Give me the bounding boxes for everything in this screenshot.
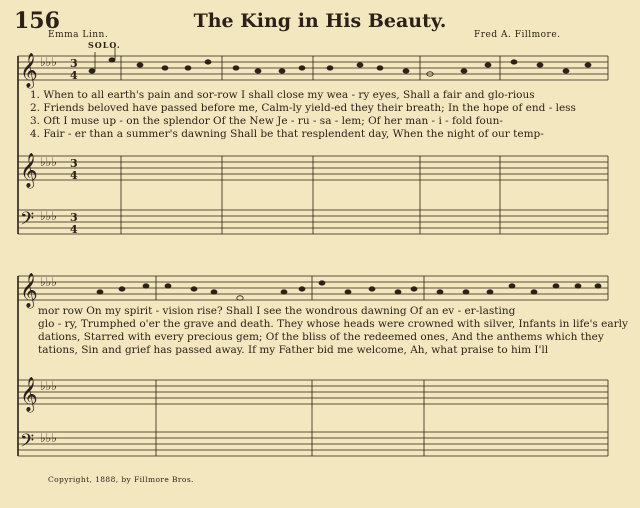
treble-clef-icon: 𝄞 [20, 153, 38, 188]
staff-2-alto [18, 380, 608, 404]
bass-clef-icon: 𝄢 [20, 431, 35, 456]
verse-line-3-cont: dations, Starred with every precious gem; Of the bliss of the redeemed ones, And the anthems which they [38, 331, 604, 343]
treble-clef-icon: 𝄞 [20, 53, 38, 88]
treble-clef-icon: 𝄞 [20, 377, 38, 412]
composer-credit: Fred A. Fillmore. [474, 30, 561, 40]
verse-line-4: 4. Fair - er than a summer's dawning Shall be that resplendent day, When the night of our temp- [30, 128, 544, 140]
key-flats-icon: ♭♭♭ [40, 155, 57, 169]
key-flats-icon: ♭♭♭ [40, 209, 57, 223]
staff-2-treble [18, 276, 608, 300]
time-signature-top: 3 [70, 57, 78, 70]
verse-line-1-cont: mor row On my spirit - vision rise? Shall I see the wondrous dawning Of an ev - er-lasting [38, 305, 516, 317]
verse-line-1: 1. When to all earth's pain and sor-row I shall close my wea - ry eyes, Shall a fair and glo-rious [30, 89, 535, 101]
key-flats-icon: ♭♭♭ [40, 55, 57, 69]
treble-clef-icon: 𝄞 [20, 273, 38, 308]
verse-line-2: 2. Friends beloved have passed before me, Calm-ly yield-ed they their breath; In the hope of end - less [30, 102, 576, 114]
key-flats-icon: ♭♭♭ [40, 275, 57, 289]
verse-line-2-cont: glo - ry, Trumphed o'er the grave and death. They whose heads were crowned with silver, Infants in life's early [38, 318, 628, 330]
key-flats-icon: ♭♭♭ [40, 431, 57, 445]
page-number: 156 [14, 8, 60, 34]
time-signature-bottom: 4 [70, 223, 78, 236]
staff-2-bass [18, 432, 608, 456]
solo-marking: SOLO. [88, 40, 121, 50]
bass-clef-icon: 𝄢 [20, 209, 35, 234]
verse-line-4-cont: tations, Sin and grief has passed away. If my Father bid me welcome, Ah, what praise to him I'll [38, 344, 549, 356]
time-signature-top: 3 [70, 157, 78, 170]
verse-line-3: 3. Oft I muse up - on the splendor Of the New Je - ru - sa - lem; Of her man - i - fold foun- [30, 115, 503, 127]
lyricist-credit: Emma Linn. [48, 30, 109, 40]
key-flats-icon: ♭♭♭ [40, 379, 57, 393]
time-signature-top: 3 [70, 211, 78, 224]
copyright-notice: Copyright, 1888, by Fillmore Bros. [48, 475, 194, 484]
time-signature-bottom: 4 [70, 69, 78, 82]
hymn-title: The King in His Beauty. [193, 10, 447, 32]
time-signature-bottom: 4 [70, 169, 78, 182]
